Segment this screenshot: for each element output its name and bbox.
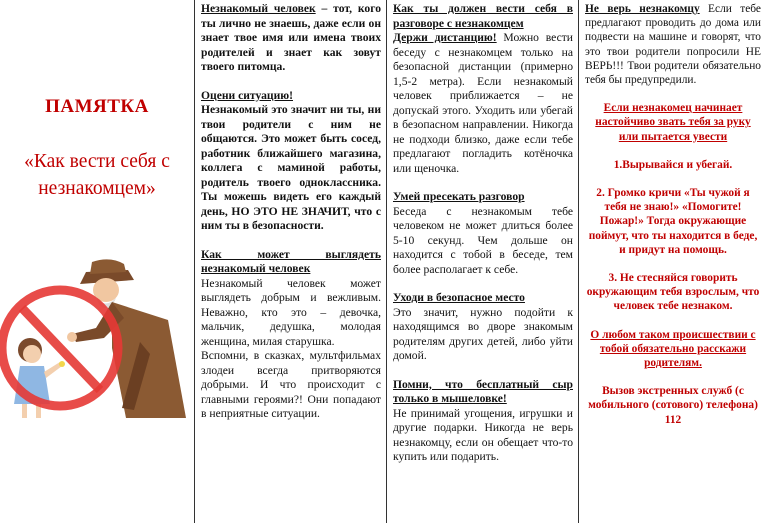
assess-text: Незнакомый это значит ни ты, ни твои родители с ним не общаются. Это может быть сосед, работник ближайшего магазина, коллега с маминой работы, родитель твоего одноклассника. Ты можешь видеть его каждый день, НО ЭТО НЕ ЗНАЧИТ, что с ним ты в безопасности. bbox=[201, 103, 381, 232]
definition-term: Незнакомый человек bbox=[201, 2, 316, 15]
leaflet-subtitle: «Как вести себя с незнакомцем» bbox=[24, 151, 170, 199]
step-two: 2. Громко кричи «Ты чужой я тебя не знаю!» «Помогите! Пожар!» Тогда окружающие поймут, что ты находится в беде, и придут на помощь. bbox=[588, 187, 758, 256]
free-cheese-heading: Помни, что бесплатный сыр только в мышеловке! bbox=[393, 377, 573, 405]
trust-paragraph bbox=[585, 2, 761, 87]
step-three: 3. Не стесняйся говорить окружающим тебя взрослым, что человек тебе незнаком. bbox=[586, 272, 760, 313]
definition-text: – тот, кого ты лично не знаешь, даже если он знает твое имя или имена твоих родителей и знает как зовут твоего питомца. bbox=[201, 2, 382, 73]
looks-text: Незнакомый человек может выглядеть добрым и вежливым. Неважно, кто это – девочка, мальчик, дедушка, молодая женщина, милая старушка. bbox=[201, 276, 381, 348]
stranger-danger-illustration bbox=[0, 258, 194, 428]
step-one: 1.Вырывайся и убегай. bbox=[613, 158, 733, 171]
free-cheese-text: Не принимай угощения, игрушки и другие подарки. Никогда не верь незнакомцу, если он обещает что-то купить или подарить. bbox=[393, 406, 573, 463]
assess-heading: Оцени ситуацию! bbox=[201, 88, 293, 102]
safe-place-text: Это значит, нужно подойти к находящимся во дворе знакомым родителям других детей, либо уйти домой. bbox=[393, 305, 573, 362]
trust-heading: Не верь незнакомцу bbox=[585, 3, 700, 15]
warnings-column bbox=[578, 0, 766, 523]
stranger-figure bbox=[67, 259, 186, 418]
tales-text: Вспомни, в сказках, мультфильмах злодеи всегда притворяются добрыми. И что происходит с главными героями?! Они попадают в неприятные ситуации. bbox=[201, 349, 381, 420]
distance-heading: Держи дистанцию! bbox=[393, 31, 497, 44]
title-column bbox=[0, 0, 194, 523]
tell-parents-heading: О любом таком происшествии с тобой обязательно расскажи родителям. bbox=[590, 328, 756, 370]
looks-heading: Как может выглядеть незнакомый человек bbox=[201, 247, 381, 275]
distance-text: Можно вести беседу с незнакомцем только на безопасной дистанции (примерно 1,5-2 метра). Если незнакомый человек приближается – не допускай этого. Уходить или убегай в безопасном направлении. Никогда не подходи близко, даже если тебе предлагают погладить котёночка или щеночка. bbox=[393, 31, 573, 175]
behaviour-column bbox=[386, 0, 578, 523]
emergency-number: 112 bbox=[664, 413, 682, 426]
definition-paragraph bbox=[201, 2, 381, 75]
safe-place-heading: Уходи в безопасное место bbox=[393, 291, 525, 304]
trust-text: Если тебе предлагают проводить до дома или подвести на машине и говорят, что это твои родители попросили НЕ ВЕРЬ!!! Твои родители обязательно тебя бы предупредили. bbox=[585, 3, 761, 87]
distance-paragraph bbox=[393, 31, 573, 176]
stranger-definition-column bbox=[194, 0, 386, 523]
stop-talk-text: Беседа с незнакомым тебе человеком не может длиться более 5-10 секунд. Чем дольше он находится с тобой в беседе, тем более располагает к себе. bbox=[393, 204, 573, 276]
emergency-label: Вызов экстренных служб (с мобильного (сотового) телефона) bbox=[588, 385, 758, 412]
leaflet-title: ПАМЯТКА bbox=[45, 96, 149, 117]
behaviour-heading: Как ты должен вести себя в разговоре с незнакомцем bbox=[393, 2, 573, 30]
stop-talk-heading: Умей пресекать разговор bbox=[393, 190, 525, 203]
insist-heading: Если незнакомец начинает настойчиво звать тебя за руку или пытается увести bbox=[595, 102, 751, 143]
